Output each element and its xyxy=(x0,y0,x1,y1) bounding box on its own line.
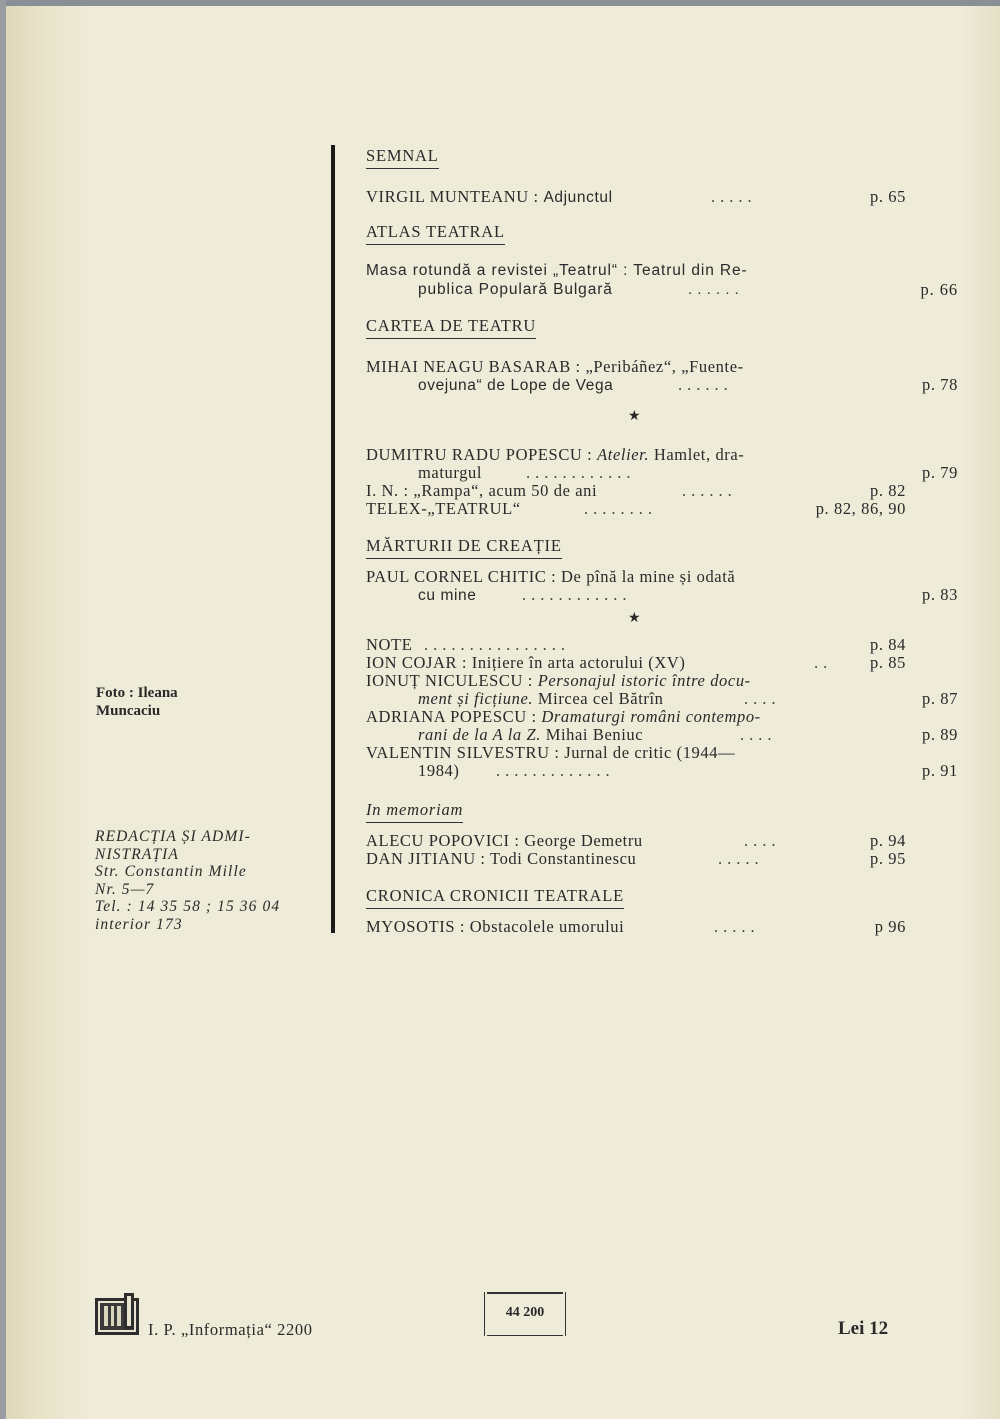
toc-entry-continued: rani de la A la Z. Mihai Beniuc .... p. 89 xyxy=(418,725,958,744)
photo-credit: Foto : Ileana Muncaciu xyxy=(96,685,178,719)
section-heading-in-memoriam: In memoriam xyxy=(366,800,463,823)
scan-left-edge xyxy=(0,0,6,1419)
star-separator-icon: ★ xyxy=(628,409,642,424)
toc-entry[interactable]: TELEX-„TEATRUL“ ........ p. 82, 86, 90 xyxy=(366,499,906,518)
column-divider xyxy=(331,145,335,933)
price-label: Lei 12 xyxy=(838,1318,889,1339)
section-heading-cronica-cronicii: CRONICA CRONICII TEATRALE xyxy=(366,886,624,909)
toc-entry[interactable]: PAUL CORNEL CHITIC : De pînă la mine și odată xyxy=(366,567,736,586)
toc-entry[interactable]: Masa rotundă a revistei „Teatrul“ : Teatrul din Re- xyxy=(366,262,748,279)
toc-entry[interactable]: DAN JITIANU : Todi Constantinescu ..... p. 95 xyxy=(366,849,906,868)
section-heading-atlas-teatral: ATLAS TEATRAL xyxy=(366,222,505,245)
toc-entry-continued: maturgul ............ p. 79 xyxy=(418,463,958,482)
scan-top-edge xyxy=(0,0,1000,6)
section-heading-semnal: SEMNAL xyxy=(366,146,439,169)
toc-entry[interactable]: IONUȚ NICULESCU : Personajul istoric între docu- xyxy=(366,671,751,690)
toc-entry[interactable]: ALECU POPOVICI : George Demetru .... p. 94 xyxy=(366,831,906,850)
toc-entry-continued: ment și ficțiune. Mircea cel Bătrîn .... p. 87 xyxy=(418,689,958,708)
catalog-code-box: 44 200 xyxy=(484,1292,566,1336)
section-heading-marturii-de-creatie: MĂRTURII DE CREAȚIE xyxy=(366,536,562,559)
star-separator-icon: ★ xyxy=(628,611,642,626)
toc-entry[interactable]: VALENTIN SILVESTRU : Jurnal de critic (1944— xyxy=(366,743,736,762)
editorial-address: REDACȚIA ȘI ADMI- NISTRAȚIA Str. Constantin Mille Nr. 5—7 Tel. : 14 35 58 ; 15 36 04 interior 173 xyxy=(95,828,281,933)
printer-imprint: I. P. „Informația“ 2200 xyxy=(148,1320,313,1339)
toc-entry[interactable]: DUMITRU RADU POPESCU : Atelier. Hamlet, dra- xyxy=(366,445,745,464)
printing-house-logo-icon xyxy=(94,1292,140,1336)
toc-entry[interactable]: MIHAI NEAGU BASARAB : „Peribáñez“, „Fuente- xyxy=(366,357,744,376)
toc-entry[interactable]: ADRIANA POPESCU : Dramaturgi români contempo- xyxy=(366,707,761,726)
toc-entry[interactable]: I. N. : „Rampa“, acum 50 de ani ...... p. 82 xyxy=(366,481,906,500)
toc-entry[interactable]: ION COJAR : Inițiere în arta actorului (XV) .. p. 85 xyxy=(366,653,906,672)
toc-entry-continued: ovejuna“ de Lope de Vega ...... p. 78 xyxy=(418,375,958,394)
toc-entry-continued: publica Populară Bulgară ...... p. 66 xyxy=(418,280,958,299)
toc-entry[interactable]: NOTE ................ p. 84 xyxy=(366,635,906,654)
toc-entry-continued: cu mine ............ p. 83 xyxy=(418,585,958,604)
toc-entry-continued: 1984) ............. p. 91 xyxy=(418,761,958,780)
toc-entry[interactable]: VIRGIL MUNTEANU : Adjunctul ..... p. 65 xyxy=(366,187,906,206)
section-heading-cartea-de-teatru: CARTEA DE TEATRU xyxy=(366,316,536,339)
toc-entry[interactable]: MYOSOTIS : Obstacolele umorului ..... p 96 xyxy=(366,917,906,936)
